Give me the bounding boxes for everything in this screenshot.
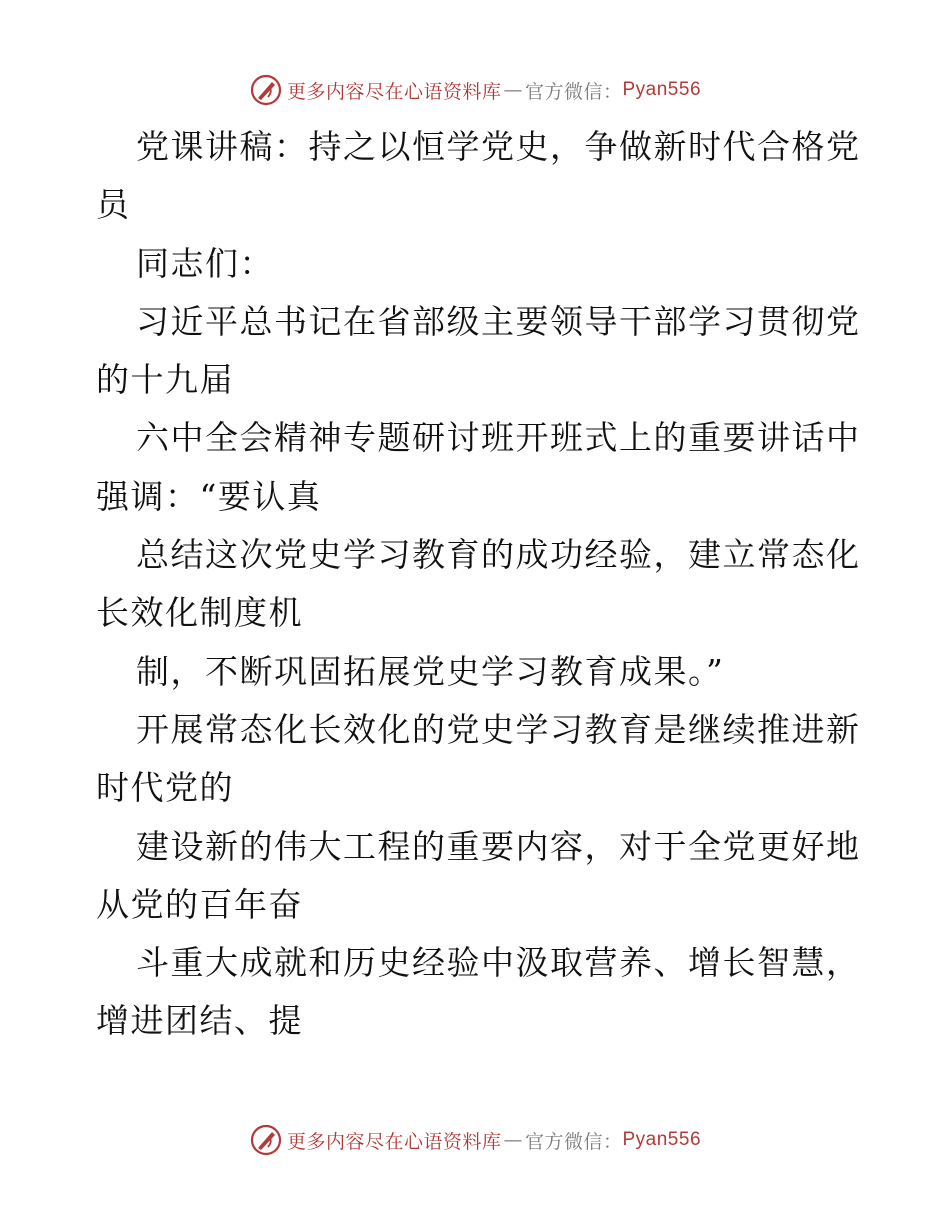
paragraph-line: 斗重大成就和历史经验中汲取营养、增长智慧， [136,943,861,983]
quill-seal-icon [249,73,283,107]
paragraph-line: 总结这次党史学习教育的成功经验，建立常态化 [136,535,861,575]
banner-dash: — [503,1129,523,1151]
banner-wechat-label: 官方微信： [524,1130,623,1153]
document-body [96,118,861,1051]
paragraph-line: 制，不断巩固拓展党史学习教育成果。” [136,651,725,691]
header-banner [0,70,950,110]
quill-seal-icon [249,1123,283,1157]
title-line-1: 党课讲稿：持之以恒学党史，争做新时代合格党 [136,127,861,166]
banner-brand-text: 更多内容尽在心语资料库 [286,80,502,103]
paragraph-line: 从党的百年奋 [96,884,303,924]
paragraph-line: 时代党的 [96,768,234,808]
paragraph-line: 增进团结、提 [96,1001,303,1041]
paragraph-line: 强调：“要认真 [96,476,322,516]
paragraph-line: 的十九届 [96,360,234,400]
title-line-2: 员 [96,185,131,225]
footer-banner [0,1120,950,1160]
paragraph-line: 六中全会精神专题研讨班开班式上的重要讲话中 [136,418,861,458]
banner-wechat-label: 官方微信： [524,80,623,103]
banner-brand-text: 更多内容尽在心语资料库 [286,1130,502,1153]
paragraph-line: 长效化制度机 [96,593,303,633]
banner-wechat-id: Pyan556 [622,1129,702,1150]
banner-dash: — [503,79,523,101]
paragraph-line: 习近平总书记在省部级主要领导干部学习贯彻党 [136,301,861,341]
paragraph-line: 建设新的伟大工程的重要内容，对于全党更好地 [136,826,861,866]
salutation: 同志们： [136,243,274,283]
paragraph-line: 开展常态化长效化的党史学习教育是继续推进新 [136,709,861,749]
banner-wechat-id: Pyan556 [622,79,702,100]
